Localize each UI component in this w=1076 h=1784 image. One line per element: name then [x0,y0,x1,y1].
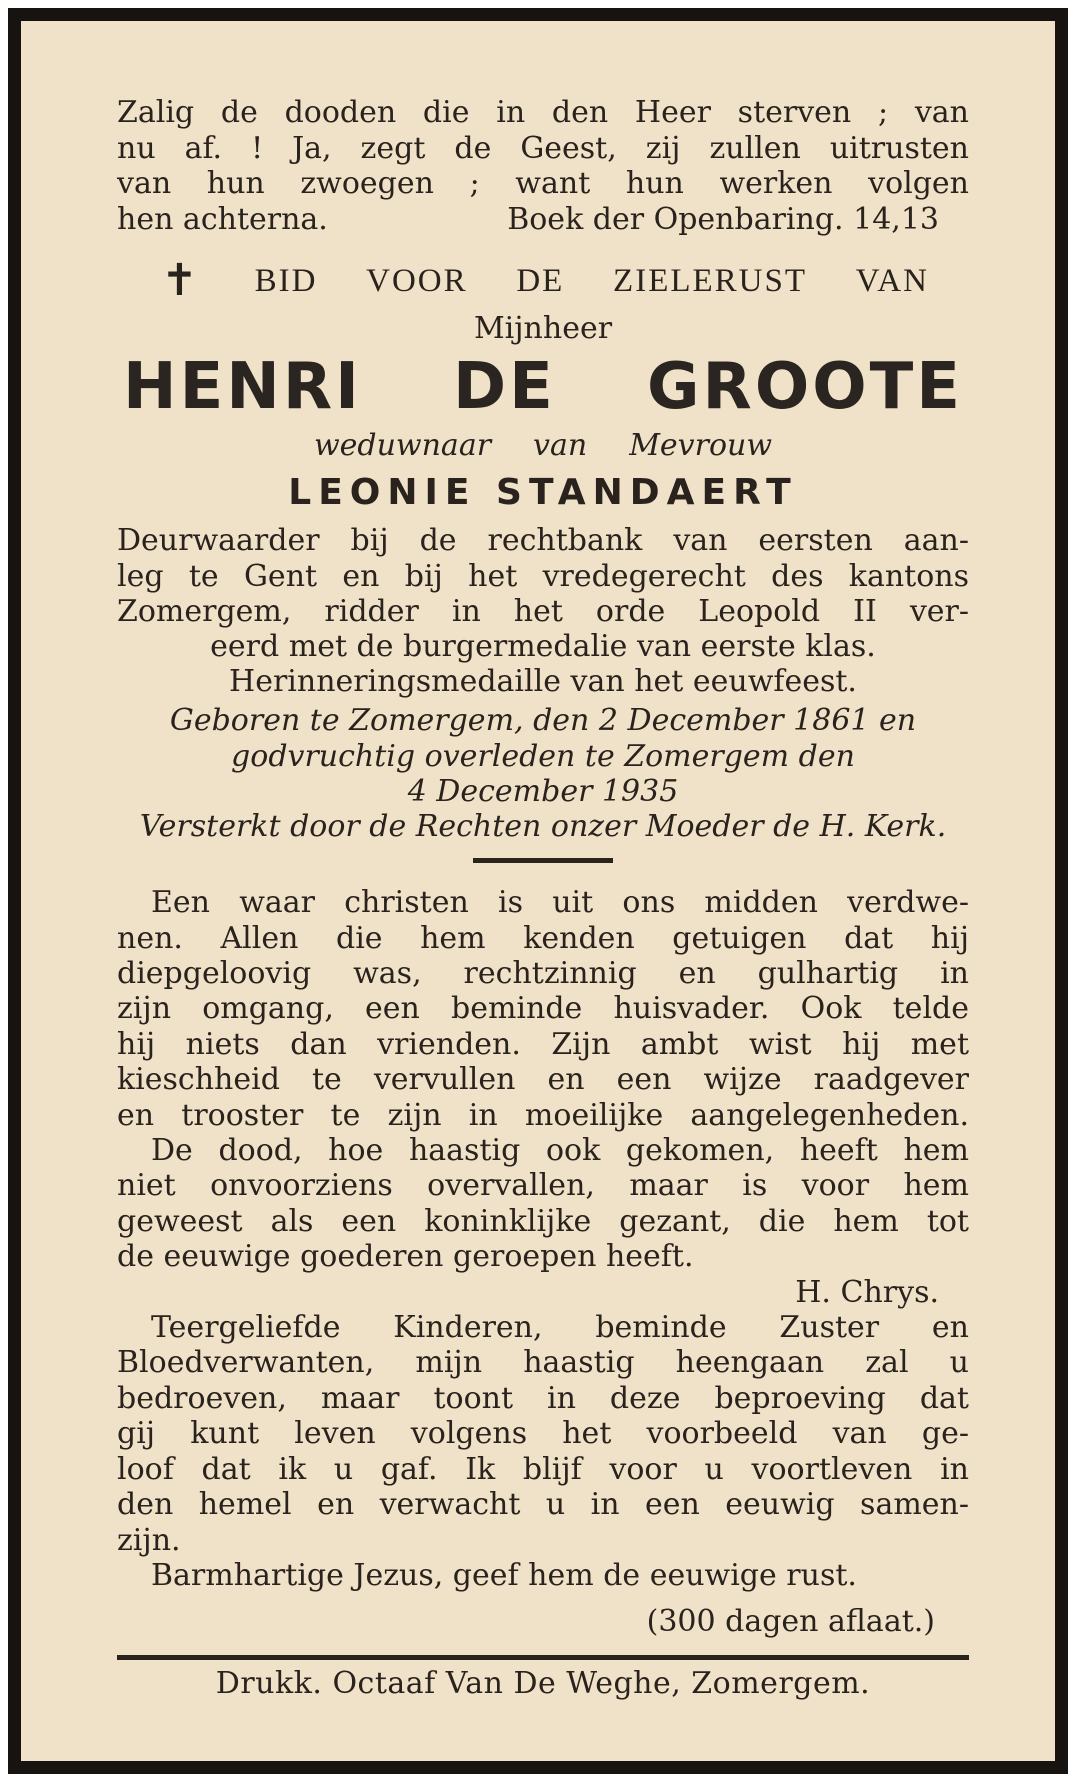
indulgence-note: (300 dagen aflaat.) [646,1604,935,1640]
eulogy-line: niet onvoorziens overvallen, maar is voor hem [117,1168,969,1204]
eulogy-line: geweest als een koninklijke gezant, die hem tot [117,1203,969,1239]
farewell-line: Teergeliefde Kinderen, beminde Zuster en [151,1310,969,1346]
bio-line: Herinneringsmedaille van het eeuwfeest. [229,664,857,700]
verse-last-line [117,202,969,238]
verse-reference: Boek der Openbaring. 14,13 [507,201,939,237]
eulogy-line: hij niets dan vrienden. Zijn ambt wist hij met [117,1026,969,1062]
eulogy-line: diepgeloovig was, rechtzinnig en gulhartig in [117,956,969,992]
eulogy-line: de eeuwige goederen geroepen heeft. [117,1239,694,1275]
bio-line: Zomergem, ridder in het orde Leopold II ver- [117,593,969,629]
bio-line: eerd met de burgermedalie van eerste klas. [210,628,876,664]
eulogy-line: Een waar christen is uit ons midden verdwe- [151,885,969,921]
widow-word: Mevrouw [629,428,773,464]
bio-line: Deurwaarder bij de rechtbank van eersten aan- [117,523,969,559]
honorific: Mijnheer [473,311,613,347]
eulogy-line: en trooster te zijn in moeilijke aangelegenheden. [117,1097,969,1133]
printer-credit: Drukk. Octaaf Van De Weghe, Zomergem. [215,1666,871,1702]
widower-of [117,427,969,465]
farewell-line: gij kunt leven volgens het voorbeeld van ge- [117,1416,969,1452]
name-word: DE [453,350,556,425]
closing-prayer: Barmhartige Jezus, geef hem de eeuwige rust. [151,1557,857,1593]
eulogy-line: nen. Allen die hem kenden getuigen dat hij [117,920,969,956]
widow-word: weduwnaar [313,428,492,464]
life-dates [117,703,969,844]
quote-source: H. Chrys. [795,1274,939,1310]
farewell-line: Bloedverwanten, mijn haastig heengaan zal u [117,1345,969,1381]
birth-line: Geboren te Zomergem, den 2 December 1861 en [169,703,917,739]
divider-short [473,858,613,863]
biography [117,523,969,699]
sacraments-line: Versterkt door de Rechten onzer Moeder de H. Kerk. [139,809,947,844]
prayer-word: VOOR [366,262,468,299]
eulogy-line: De dood, hoe haastig ook gekomen, heeft hem [151,1133,969,1169]
name-word: GROOTE [647,350,963,425]
bible-verse [117,95,969,237]
spouse-name: LEONIE STANDAERT [288,472,798,514]
farewell-line: den hemel en verwacht u in een eeuwig samen- [117,1487,969,1523]
deceased-name [117,349,969,425]
cross-icon: ✝ [161,256,200,306]
verse-end: hen achterna. [117,201,328,237]
eulogy-line: zijn omgang, een beminde huisvader. Ook telde [117,991,969,1027]
farewell-line: zijn. [117,1522,181,1558]
verse-line: van hun zwoegen ; want hun werken volgen [117,166,969,202]
prayer-word: DE [516,262,565,299]
memorial-card [8,8,1068,1774]
prayer-word: VAN [855,262,929,299]
death-line: godvruchtig overleden te Zomergem den [231,738,855,774]
farewell-line: bedroeven, maar toont in deze beproeving dat [117,1380,969,1416]
verse-line: nu af. ! Ja, zegt de Geest, zij zullen uitrusten [117,130,969,166]
prayer-word: ZIELERUST [613,262,808,299]
bio-line: leg te Gent en bij het vredegerecht des kantons [117,558,969,594]
death-date: 4 December 1935 [407,773,679,809]
eulogy [117,885,969,1593]
farewell-line: loof dat ik u gaf. Ik blijf voor u voortleven in [117,1451,969,1487]
prayer-word: BID [254,262,318,299]
verse-line: Zalig de dooden die in den Heer sterven ; van [117,95,969,130]
widow-word: van [533,428,588,464]
card-content [117,95,969,1708]
eulogy-line: kieschheid te vervullen en een wijze raadgever [117,1062,969,1098]
name-word: HENRI [123,350,362,425]
prayer-request [117,256,969,306]
